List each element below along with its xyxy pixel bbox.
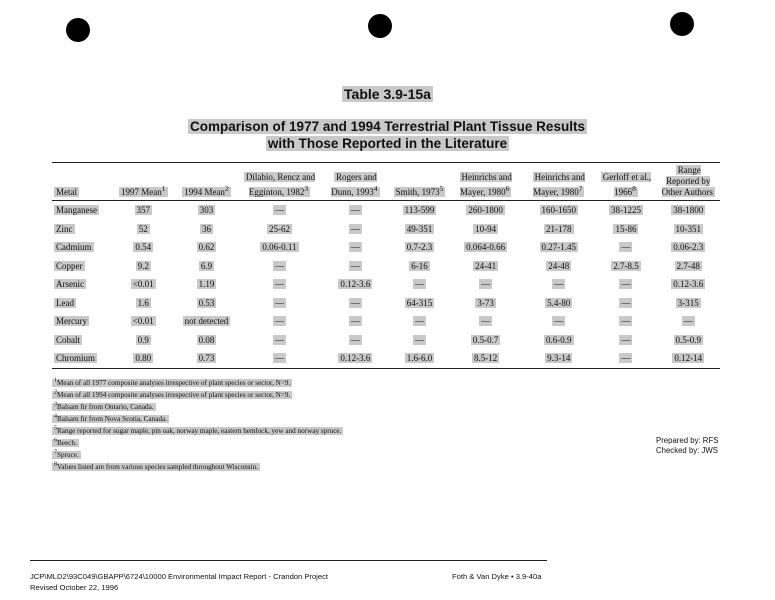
- cell-c1994: 0.53: [198, 297, 215, 308]
- cell-gerloff: —: [621, 279, 631, 290]
- cell-range: 10-351: [675, 223, 702, 234]
- cell-gerloff: —: [621, 297, 631, 308]
- cell-gerloff: 2.7-8.5: [613, 260, 639, 271]
- cell-heinrichs6: 0.064-0.66: [466, 242, 506, 253]
- cell-smith: —: [414, 316, 424, 327]
- header-range: Range Reported by Other Authors: [661, 165, 713, 197]
- cell-heinrichs7: 160-1650: [541, 205, 577, 216]
- cell-smith: 113-599: [404, 205, 435, 216]
- cell-smith: 49-351: [406, 223, 433, 234]
- footnote: $^1$Mean of all 1977 composite analyses irrespective of plant species or sector, N=9.: [54, 378, 291, 388]
- footnote: $^4$Balsam fir from Nova Scotia, Canada.: [54, 413, 167, 424]
- table-row: [52, 257, 720, 276]
- cell-c1994: 1.19: [198, 279, 215, 290]
- cell-rogers: —: [350, 316, 360, 327]
- footer-page-ref: Foth & Van Dyke • 3.9-40a: [452, 572, 542, 581]
- cell-metal: Copper: [56, 260, 83, 271]
- footer-rule: [30, 560, 547, 561]
- cell-range: —: [683, 316, 693, 327]
- cell-smith: 1.6-6.0: [406, 353, 433, 364]
- cell-c1997: 9.2: [137, 260, 149, 271]
- cell-range: 0.12-14: [674, 353, 703, 364]
- header-gerloff: Gerloff et al., 1966$^8$: [602, 172, 652, 197]
- footnote: $^3$Balsam fir from Ontario, Canada.: [54, 401, 154, 412]
- cell-c1997: 52: [138, 223, 148, 234]
- cell-c1997: 0.9: [137, 334, 149, 345]
- header-dilabio: Dilabio, Rencz and Egginton, 1982$^3$: [245, 172, 316, 197]
- table-row: [52, 275, 720, 294]
- cell-metal: Lead: [56, 297, 74, 308]
- cell-heinrichs6: 8.5-12: [474, 353, 498, 364]
- cell-c1994: 0.08: [198, 334, 215, 345]
- cell-metal: Cobalt: [56, 334, 80, 345]
- cell-range: 2.7-48: [676, 260, 700, 271]
- table-header-row: [52, 163, 720, 201]
- header-1994-mean: 1994 Mean$^2$: [184, 184, 229, 197]
- cell-dilabio: —: [274, 353, 284, 364]
- caption-line-1: Comparison of 1977 and 1994 Terrestrial Plant Tissue Results: [190, 119, 585, 134]
- cell-heinrichs6: 3-73: [477, 297, 494, 308]
- cell-range: 0.06-2.3: [673, 242, 704, 253]
- cell-c1997: 0.54: [135, 242, 152, 253]
- cell-heinrichs7: 0.27-1.45: [541, 242, 577, 253]
- cell-range: 38-1800: [673, 205, 704, 216]
- cell-heinrichs7: 0.6-0.9: [546, 334, 572, 345]
- preparer-block: [656, 436, 718, 456]
- cell-smith: 0.7-2.3: [406, 242, 433, 253]
- cell-range: 0.12-3.6: [673, 279, 704, 290]
- cell-gerloff: —: [621, 353, 631, 364]
- footnote: $^8$Values listed are from various species sampled throughout Wisconsin.: [54, 461, 258, 472]
- binder-hole-left: [66, 18, 90, 42]
- table-row: [52, 331, 720, 350]
- cell-c1994: 6.9: [200, 260, 213, 271]
- cell-rogers: —: [350, 242, 360, 253]
- cell-dilabio: —: [274, 334, 284, 345]
- cell-heinrichs7: —: [554, 316, 564, 327]
- cell-rogers: —: [350, 260, 360, 271]
- cell-rogers: —: [350, 223, 360, 234]
- cell-gerloff: —: [621, 334, 631, 345]
- table-caption: [0, 118, 775, 152]
- cell-c1997: <0.01: [132, 279, 154, 290]
- cell-c1994: 0.73: [198, 353, 215, 364]
- checked-by: Checked by: JWS: [656, 446, 718, 455]
- table-title: Table 3.9-15a: [344, 86, 431, 102]
- cell-metal: Mercury: [56, 316, 87, 327]
- cell-heinrichs6: 24-41: [475, 260, 497, 271]
- cell-heinrichs6: —: [481, 279, 491, 290]
- cell-rogers: 0.12-3.6: [340, 279, 371, 290]
- footnotes: [52, 377, 720, 473]
- table-row: [52, 238, 720, 257]
- footnote: $^2$Mean of all 1994 composite analyses irrespective of plant species or sector, N=9.: [54, 389, 291, 400]
- cell-smith: 6-16: [411, 260, 428, 271]
- cell-metal: Arsenic: [56, 279, 84, 290]
- header-heinrichs-7: Heinrichs and Mayer, 1980$^7$: [533, 172, 585, 197]
- cell-dilabio: —: [274, 297, 284, 308]
- header-heinrichs-6: Heinrichs and Mayer, 1980$^6$: [459, 172, 512, 197]
- cell-metal: Chromium: [56, 353, 96, 364]
- table-row: [52, 349, 720, 368]
- caption-line-2: with Those Reported in the Literature: [267, 136, 508, 151]
- cell-dilabio: 0.06-0.11: [262, 242, 297, 253]
- table-row: [52, 294, 720, 313]
- footer-revised: Revised October 22, 1996: [30, 583, 119, 592]
- cell-gerloff: 15-86: [615, 223, 637, 234]
- cell-range: 0.5-0.9: [675, 334, 702, 345]
- header-smith: Smith, 1973$^5$: [395, 184, 444, 197]
- cell-heinrichs6: 260-1800: [468, 205, 503, 216]
- header-metal: Metal: [56, 187, 77, 197]
- cell-c1997: 0.80: [135, 353, 152, 364]
- cell-heinrichs6: 0.5-0.7: [472, 334, 499, 345]
- cell-gerloff: 38-1225: [610, 205, 641, 216]
- cell-rogers: 0.12-3.6: [340, 353, 371, 364]
- cell-smith: 64-315: [406, 297, 433, 308]
- cell-metal: Cadmium: [56, 242, 92, 253]
- cell-gerloff: —: [621, 316, 631, 327]
- cell-dilabio: —: [274, 205, 284, 216]
- cell-heinrichs7: 9.3-14: [547, 353, 571, 364]
- cell-dilabio: —: [274, 279, 284, 290]
- cell-c1997: <0.01: [132, 316, 154, 327]
- cell-heinrichs6: 10-94: [475, 223, 497, 234]
- cell-smith: —: [414, 334, 424, 345]
- cell-c1994: 303: [199, 205, 214, 216]
- cell-heinrichs7: 5.4-80: [547, 297, 571, 308]
- footnote: $^7$Spruce.: [54, 449, 79, 460]
- cell-metal: Manganese: [56, 205, 97, 216]
- cell-dilabio: —: [274, 316, 284, 327]
- table-row: [52, 220, 720, 239]
- comparison-table: [52, 162, 720, 369]
- prepared-by: Prepared by: RFS: [656, 436, 719, 445]
- cell-rogers: —: [350, 334, 360, 345]
- footer-path: JCP\MLD2\93C049\GBAPP\6724\10000 Environmental Impact Report - Crandon Project: [30, 572, 328, 581]
- cell-smith: —: [414, 279, 424, 290]
- footnote: $^5$Range reported for sugar maple, pin oak, norway maple, eastern hemlock, yew and norway spruce.: [54, 425, 342, 436]
- cell-rogers: —: [350, 205, 360, 216]
- cell-gerloff: —: [621, 242, 631, 253]
- cell-c1997: 1.6: [137, 297, 149, 308]
- cell-heinrichs7: —: [554, 279, 564, 290]
- footnote: $^6$Beech.: [54, 437, 77, 448]
- table-row: [52, 201, 720, 220]
- cell-dilabio: 25-62: [268, 223, 290, 234]
- cell-rogers: —: [350, 297, 360, 308]
- header-rogers: Rogers and Dunn, 1993$^4$: [331, 172, 378, 197]
- table-body: [52, 201, 720, 369]
- header-1997-mean: 1997 Mean$^1$: [121, 184, 166, 197]
- cell-c1997: 357: [136, 205, 150, 216]
- cell-heinrichs7: 24-48: [548, 260, 570, 271]
- footer-left: [30, 571, 328, 593]
- cell-c1994: not detected: [184, 316, 229, 327]
- binder-hole-center: [368, 14, 392, 38]
- cell-range: 3-315: [677, 297, 699, 308]
- table-row: [52, 312, 720, 331]
- cell-heinrichs7: 21-178: [546, 223, 572, 234]
- cell-heinrichs6: —: [481, 316, 491, 327]
- cell-dilabio: —: [274, 260, 284, 271]
- binder-hole-right: [670, 12, 694, 36]
- cell-c1994: 0.62: [198, 242, 215, 253]
- cell-metal: Zinc: [56, 223, 73, 234]
- cell-c1994: 36: [201, 223, 211, 234]
